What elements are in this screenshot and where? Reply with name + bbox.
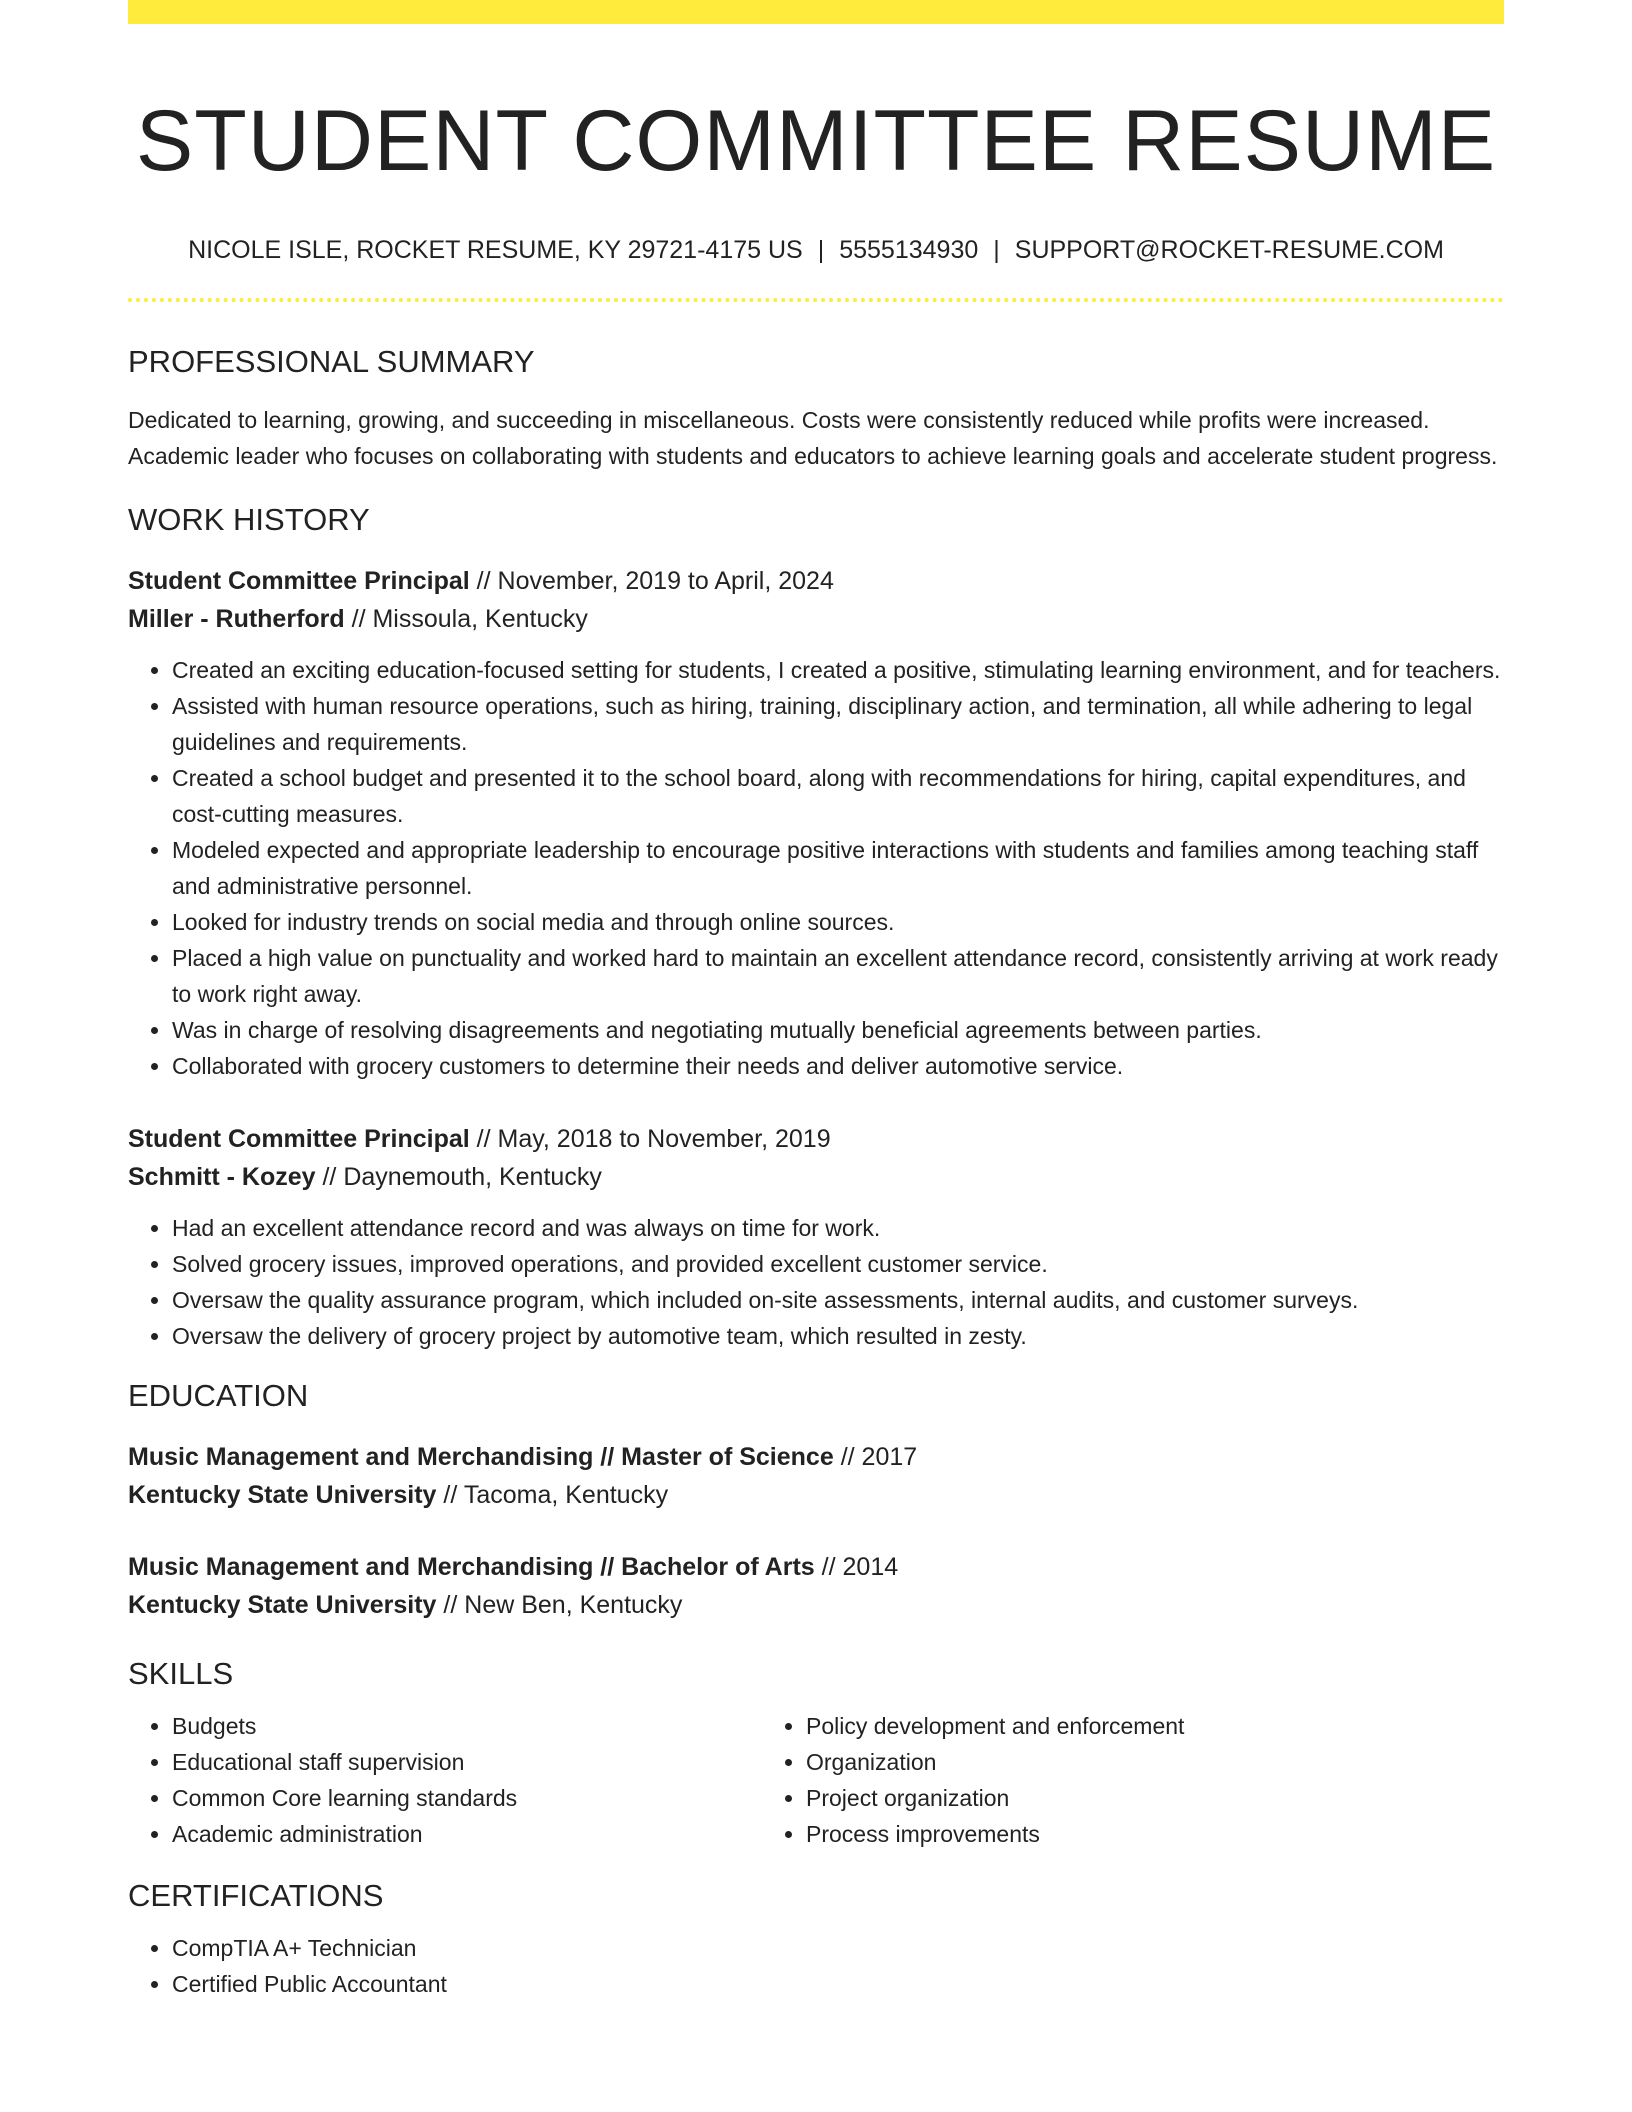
job-entry <box>128 562 1504 1084</box>
job-company: Schmitt - Kozey <box>128 1163 316 1191</box>
job-bullet: • Assisted with human resource operations, such as hiring, training, disciplinary action, and termination, all while adhering to legal guidelines and requirements. <box>172 688 1504 760</box>
divider: // <box>443 1481 458 1509</box>
skill-item: • Project organization <box>806 1780 1504 1816</box>
divider: // <box>322 1163 337 1191</box>
summary-heading: PROFESSIONAL SUMMARY <box>128 344 535 379</box>
job-bullet: • Oversaw the delivery of grocery project by automotive team, which resulted in zesty. <box>172 1318 1504 1354</box>
education-entry <box>128 1438 1504 1514</box>
education-degree-line <box>128 1438 1504 1476</box>
skill-item: • Policy development and enforcement <box>806 1708 1504 1744</box>
job-bullet: • Had an excellent attendance record and was always on time for work. <box>172 1210 1504 1246</box>
education-degree: Music Management and Merchandising // Master of Science <box>128 1443 834 1471</box>
education-entry <box>128 1548 1504 1624</box>
skills-column <box>128 1708 762 1852</box>
contact-line <box>128 232 1504 268</box>
divider: // <box>476 567 491 595</box>
skill-item: • Educational staff supervision <box>172 1744 762 1780</box>
job-bullet: • Oversaw the quality assurance program, which included on-site assessments, internal audits, and customer surveys. <box>172 1282 1504 1318</box>
education-school: Kentucky State University <box>128 1481 437 1509</box>
job-title-line <box>128 1120 1504 1158</box>
education-year: 2017 <box>861 1443 918 1471</box>
skill-item: • Process improvements <box>806 1816 1504 1852</box>
certification-item: • CompTIA A+ Technician <box>172 1930 1504 1966</box>
education-location: Tacoma, Kentucky <box>463 1481 669 1509</box>
contact-address: NICOLE ISLE, ROCKET RESUME, KY 29721-4175 US <box>188 236 803 264</box>
education-school-line <box>128 1586 1504 1624</box>
job-role: Student Committee Principal <box>128 567 470 595</box>
contact-separator: | <box>817 236 825 264</box>
certifications-list <box>128 1930 1504 2002</box>
contact-separator: | <box>993 236 1000 264</box>
contact-email: SUPPORT@ROCKET-RESUME.COM <box>1014 236 1444 264</box>
job-bullets <box>128 1210 1504 1354</box>
skill-item: • Common Core learning standards <box>172 1780 762 1816</box>
education-school: Kentucky State University <box>128 1591 437 1619</box>
job-title-line <box>128 562 1504 600</box>
job-location: Missoula, Kentucky <box>372 605 588 633</box>
skill-item: • Organization <box>806 1744 1504 1780</box>
resume-title: STUDENT COMMITTEE RESUME <box>135 93 1497 189</box>
skill-item: • Budgets <box>172 1708 762 1744</box>
job-bullet: • Created an exciting education-focused setting for students, I created a positive, stimulating learning environment, and for teachers. <box>172 652 1504 688</box>
job-bullet: • Collaborated with grocery customers to determine their needs and deliver automotive service. <box>172 1048 1504 1084</box>
job-company-line <box>128 1158 1504 1196</box>
skills-list <box>128 1708 1504 1852</box>
skills-column <box>762 1708 1504 1852</box>
job-role: Student Committee Principal <box>128 1125 470 1153</box>
job-company: Miller - Rutherford <box>128 605 345 633</box>
job-dates: November, 2019 to April, 2024 <box>497 567 834 595</box>
job-bullet: • Modeled expected and appropriate leadership to encourage positive interactions with students and families among teaching staff and administrative personnel. <box>172 832 1504 904</box>
skill-item: • Academic administration <box>172 1816 762 1852</box>
job-bullet: • Solved grocery issues, improved operations, and provided excellent customer service. <box>172 1246 1504 1282</box>
contact-phone: 5555134930 <box>839 236 979 264</box>
divider: // <box>443 1591 458 1619</box>
education-degree: Music Management and Merchandising // Bachelor of Arts <box>128 1553 815 1581</box>
summary-text: Dedicated to learning, growing, and succeeding in miscellaneous. Costs were consistently reduced while profits were increased. Academic leader who focuses on collaborating with students and educators to achieve learning goals and accelerate student progress. <box>128 407 1498 469</box>
certification-item: • Certified Public Accountant <box>172 1966 1504 2002</box>
accent-top-bar <box>128 0 1504 24</box>
divider: // <box>351 605 366 633</box>
divider: // <box>821 1553 836 1581</box>
divider: // <box>476 1125 491 1153</box>
job-bullet: • Looked for industry trends on social media and through online sources. <box>172 904 1504 940</box>
education-degree-line <box>128 1548 1504 1586</box>
job-bullet: • Placed a high value on punctuality and worked hard to maintain an excellent attendance record, consistently arriving at work ready to work right away. <box>172 940 1504 1012</box>
job-bullet: • Created a school budget and presented it to the school board, along with recommendations for hiring, capital expenditures, and cost-cutting measures. <box>172 760 1504 832</box>
education-location: New Ben, Kentucky <box>464 1591 683 1619</box>
job-company-line <box>128 600 1504 638</box>
job-dates: May, 2018 to November, 2019 <box>497 1125 831 1153</box>
job-entry <box>128 1120 1504 1354</box>
job-bullets <box>128 652 1504 1084</box>
dotted-divider <box>128 298 1504 302</box>
education-year: 2014 <box>842 1553 899 1581</box>
resume-page <box>128 0 1504 2002</box>
job-bullet: • Was in charge of resolving disagreements and negotiating mutually beneficial agreements between parties. <box>172 1012 1504 1048</box>
education-heading: EDUCATION <box>128 1378 309 1413</box>
education-school-line <box>128 1476 1504 1514</box>
job-location: Daynemouth, Kentucky <box>343 1163 602 1191</box>
skills-heading: SKILLS <box>128 1656 234 1691</box>
divider: // <box>840 1443 855 1471</box>
certifications-heading: CERTIFICATIONS <box>128 1878 384 1913</box>
work-history-heading: WORK HISTORY <box>128 502 370 537</box>
